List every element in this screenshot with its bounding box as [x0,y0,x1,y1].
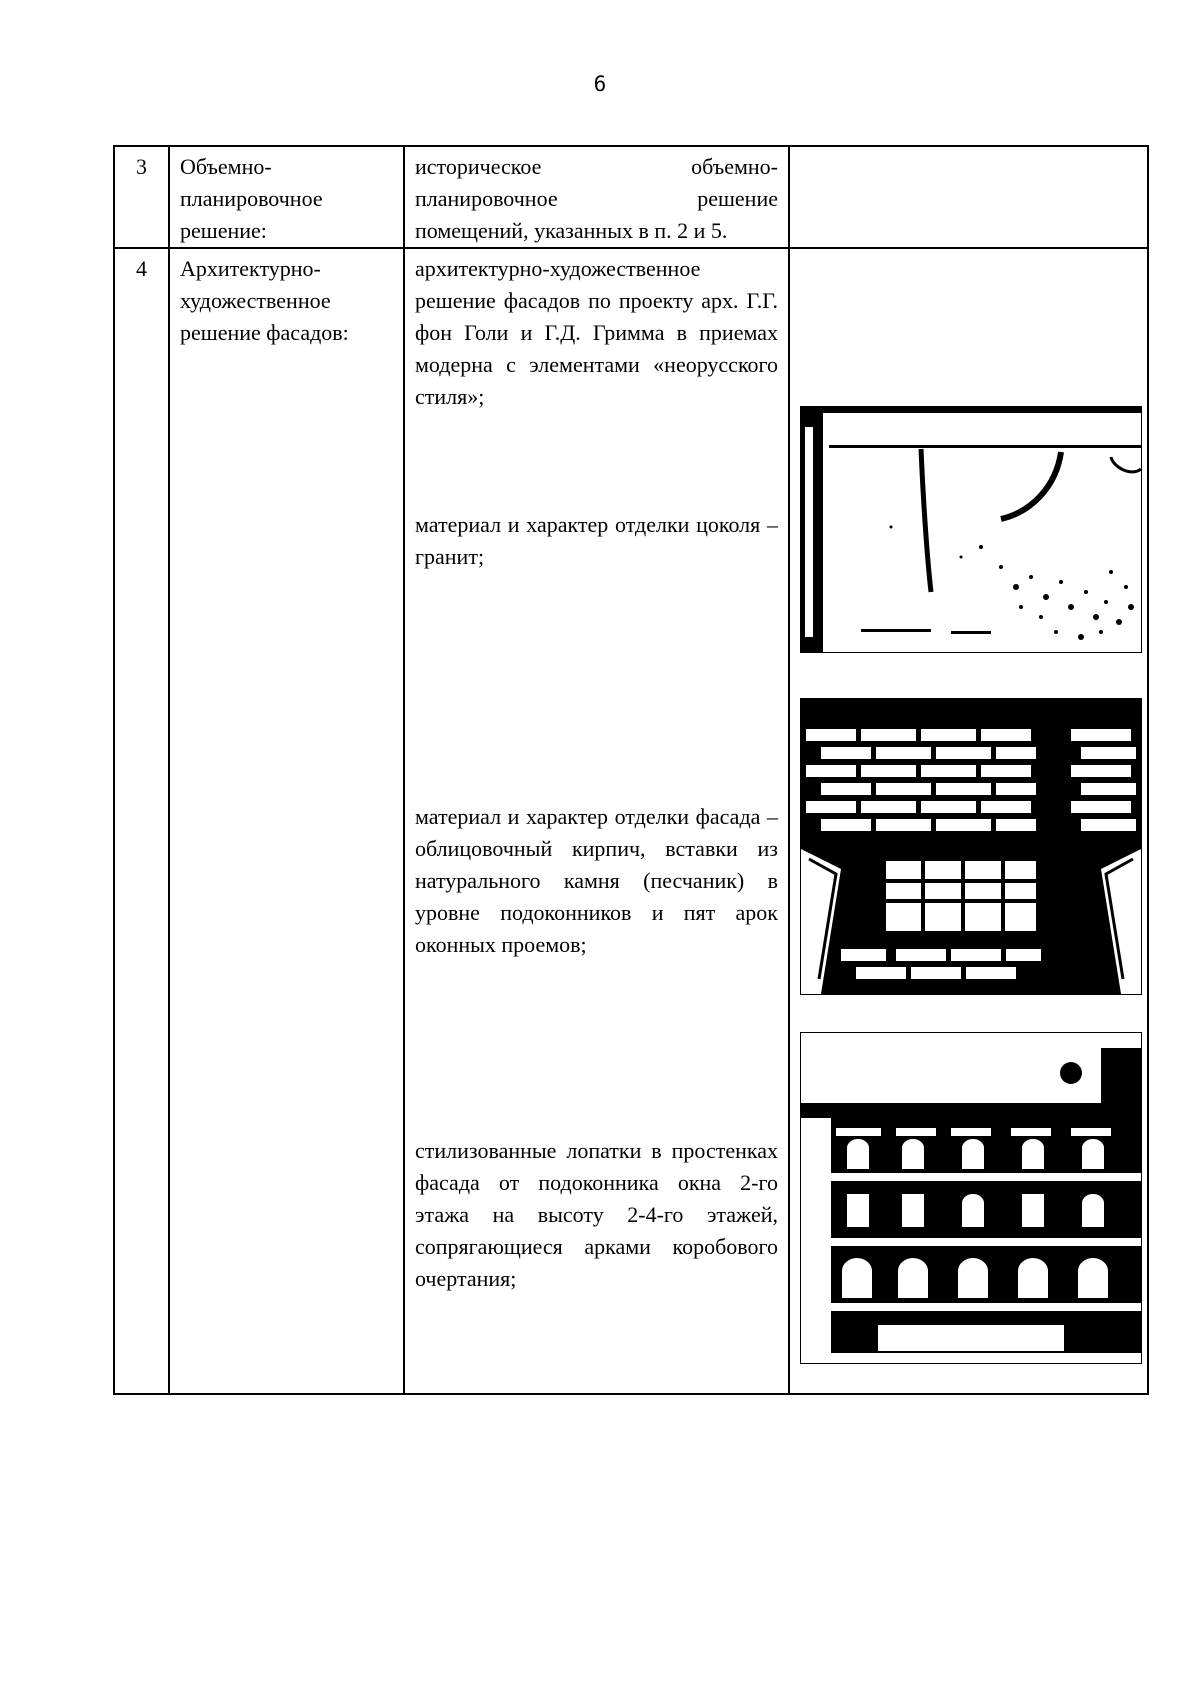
row-images [789,146,1148,248]
description-line: планировочное решение [415,186,778,211]
table-row [114,248,1148,1394]
description-paragraph: материал и характер отделки цоколя – гранит; [415,512,778,569]
protection-subject-table [113,145,1149,1395]
row-title-line: решение фасадов: [180,320,349,345]
description-paragraph: стилизованные лопатки в простенках фасада от подоконника окна 2-го этажа на высоту 2-4-го этажей, сопрягающиеся арками коробового очертания; [415,1138,778,1291]
row-title-line: художественное [180,288,331,313]
page-number: 6 [593,72,607,96]
row-title-line: решение: [180,218,267,243]
building-facade-photo [800,1032,1142,1364]
table-row [114,146,1148,248]
row-title-line: Архитектурно- [180,256,321,281]
description-paragraph: архитектурно-художественное решение фасадов по проекту арх. Г.Г. фон Голи и Г.Д. Гримма в приемах модерна с элементами «неорусского стиля»; [415,256,778,409]
description-line: историческое объемно- [415,154,778,179]
description-line: помещений, указанных в п. 2 и 5. [415,218,728,243]
row-title [169,248,404,1394]
brick-facade-photo [800,698,1142,995]
row-title-line: планировочное [180,186,323,211]
row-title [169,146,404,248]
row-description [404,248,789,1394]
description-paragraph [405,147,788,247]
row-images [789,248,1148,1394]
row-title-line: Объемно- [180,154,272,179]
granite-plinth-photo [800,406,1142,653]
row-number: 4 [114,248,169,1394]
row-description [404,146,789,248]
row-number: 3 [114,146,169,248]
description-paragraph: материал и характер отделки фасада – облицовочный кирпич, вставки из натурального камня (песчаник) в уровне подоконников и пят арок оконных проемов; [415,804,778,957]
